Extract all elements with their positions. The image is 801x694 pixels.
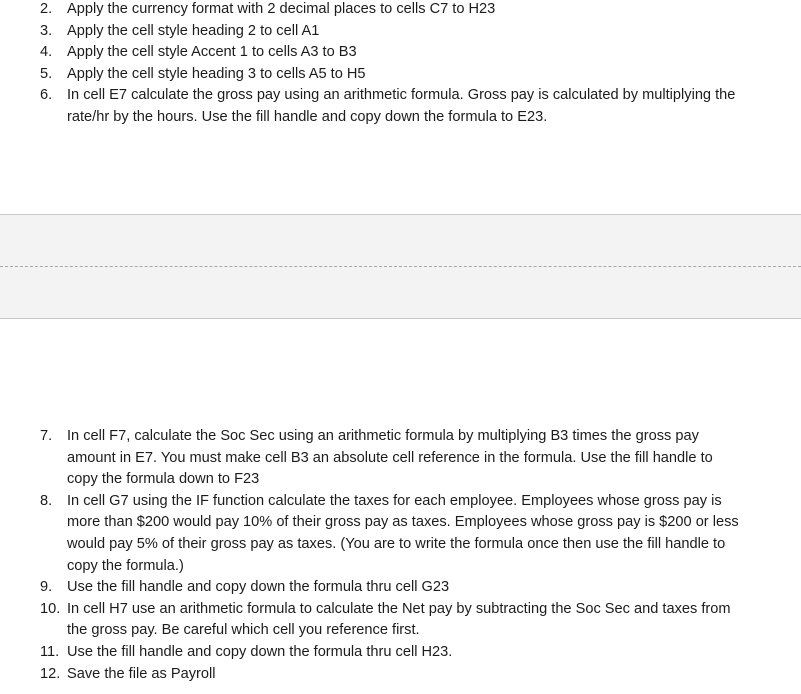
- item-text: Apply the currency format with 2 decimal places to cells C7 to H23: [67, 1, 496, 17]
- item-number: 7.: [40, 428, 53, 444]
- item-text: In cell E7 calculate the gross pay using an arithmetic formula. Gross pay is calculated by multiplying the rate/hr by the hours. Use the fill handle and copy down the formula to E23.: [67, 87, 736, 125]
- item-text: Use the fill handle and copy down the formula thru cell H23.: [67, 643, 453, 660]
- page-break: [0, 214, 801, 319]
- item-number: 2.: [40, 1, 53, 17]
- item-number: 12.: [40, 665, 61, 682]
- item-number: 3.: [40, 22, 53, 39]
- list-item: [0, 0, 801, 21]
- item-text: Apply the cell style heading 2 to cell A1: [67, 22, 320, 39]
- list-item: [0, 85, 801, 128]
- item-number: 9.: [40, 579, 53, 596]
- list-item: [0, 42, 801, 64]
- list-item: [0, 64, 801, 86]
- item-number: 6.: [40, 87, 53, 104]
- item-number: 5.: [40, 65, 53, 82]
- item-text: Use the fill handle and copy down the formula thru cell G23: [67, 579, 450, 596]
- item-number: 4.: [40, 44, 53, 61]
- item-text: Save the file as Payroll: [67, 665, 216, 682]
- list-item: [0, 642, 801, 664]
- item-text: Apply the cell style Accent 1 to cells A3 to B3: [67, 44, 357, 61]
- page-break-divider: [0, 266, 801, 267]
- item-number: 11.: [40, 643, 60, 660]
- list-item: [0, 491, 801, 577]
- item-text: In cell H7 use an arithmetic formula to calculate the Net pay by subtracting the Soc Sec and taxes from the gross pay. Be careful which cell you reference first.: [67, 600, 731, 639]
- item-number: 8.: [40, 492, 53, 509]
- list-item: [0, 577, 801, 599]
- list-item: [0, 599, 801, 642]
- list-item: [0, 426, 801, 491]
- instruction-list-bottom: [0, 426, 801, 685]
- item-text: In cell G7 using the IF function calculate the taxes for each employee. Employees whose gross pay is more than $200 would pay 10% of their gross pay as taxes. Employees whose gross pay is $200 or less would pay 5% of their gross pay as taxes. (You are to write the formula once then use the fill handle to copy the formula.): [67, 492, 739, 574]
- item-text: Apply the cell style heading 3 to cells A5 to H5: [67, 65, 366, 82]
- item-text: In cell F7, calculate the Soc Sec using an arithmetic formula by multiplying B3 times the gross pay amount in E7. You must make cell B3 an absolute cell reference in the formula. Use the fill handle to copy the formula down to F23: [67, 428, 713, 488]
- instruction-list-top: [0, 0, 801, 129]
- list-item: [0, 21, 801, 43]
- item-number: 10.: [40, 600, 61, 617]
- list-item: [0, 664, 801, 686]
